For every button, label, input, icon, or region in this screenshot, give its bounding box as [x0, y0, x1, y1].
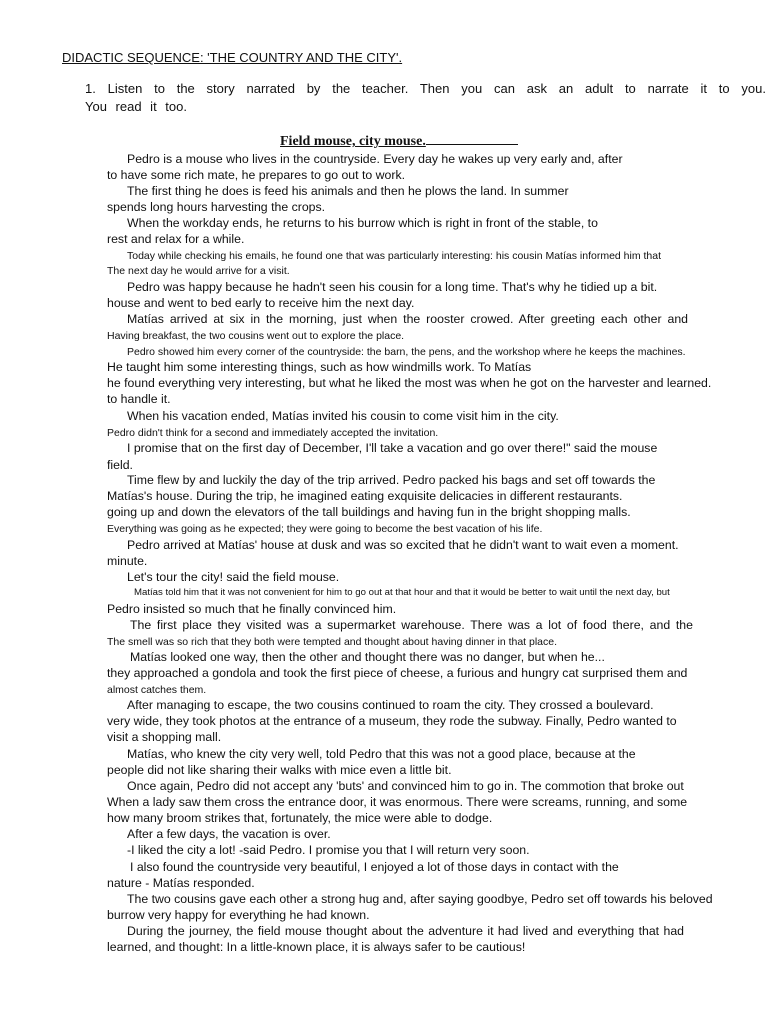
- story-line: he found everything very interesting, but what he liked the most was when he got on the harvester and learned.: [107, 376, 712, 390]
- document-heading: DIDACTIC SEQUENCE: 'THE COUNTRY AND THE CITY'.: [62, 50, 403, 65]
- story-line: minute.: [107, 554, 148, 568]
- story-line: Let's tour the city! said the field mouse.: [127, 570, 340, 584]
- story-line: He taught him some interesting things, such as how windmills work. To Matías: [107, 360, 532, 374]
- story-line: learned, and thought: In a little-known place, it is always safer to be cautious!: [107, 940, 526, 954]
- story-line: Today while checking his emails, he found one that was particularly interesting: his cousin Matías informed him that: [127, 250, 662, 262]
- story-line: spends long hours harvesting the crops.: [107, 200, 326, 214]
- story-line: to have some rich mate, he prepares to go out to work.: [107, 168, 406, 182]
- story-line: nature - Matías responded.: [107, 876, 255, 890]
- story-line: During the journey, the field mouse thought about the adventure it had lived and everything that had: [127, 924, 684, 938]
- title-underline-extension: [426, 133, 518, 145]
- story-line: people did not like sharing their walks with mice even a little bit.: [107, 763, 452, 777]
- story-line: Pedro arrived at Matías' house at dusk and was so excited that he didn't want to wait even a moment.: [127, 538, 679, 552]
- story-line: The two cousins gave each other a strong hug and, after saying goodbye, Pedro set off towards his beloved: [127, 892, 713, 906]
- story-line: they approached a gondola and took the first piece of cheese, a furious and hungry cat surprised them and: [107, 666, 688, 680]
- story-line: Everything was going as he expected; they were going to become the best vacation of his life.: [107, 523, 543, 535]
- story-line: -I liked the city a lot! -said Pedro. I promise you that I will return very soon.: [127, 843, 530, 857]
- story-title-text: Field mouse, city mouse.: [280, 134, 426, 149]
- story-line: Pedro didn't think for a second and immediately accepted the invitation.: [107, 427, 439, 439]
- instruction-line-2: You read it too.: [85, 99, 187, 114]
- story-line: Pedro is a mouse who lives in the countryside. Every day he wakes up very early and, after: [127, 152, 623, 166]
- story-line: Pedro insisted so much that he finally convinced him.: [107, 602, 397, 616]
- story-title: [280, 133, 518, 150]
- story-line: The next day he would arrive for a visit.: [107, 265, 290, 277]
- story-line: going up and down the elevators of the tall buildings and having fun in the bright shopping malls.: [107, 505, 631, 519]
- story-line: Matías arrived at six in the morning, just when the rooster crowed. After greeting each other and: [127, 312, 688, 326]
- story-line: how many broom strikes that, fortunately, the mice were able to dodge.: [107, 811, 493, 825]
- instruction-paragraph: [85, 80, 766, 116]
- story-line: After a few days, the vacation is over.: [127, 827, 331, 841]
- story-line: The first thing he does is feed his animals and then he plows the land. In summer: [127, 184, 569, 198]
- story-line: house and went to bed early to receive him the next day.: [107, 296, 415, 310]
- story-line: Matías, who knew the city very well, told Pedro that this was not a good place, because at the: [127, 747, 636, 761]
- story-line: I promise that on the first day of December, I'll take a vacation and go over there!" said the mouse: [127, 441, 658, 455]
- story-line: When the workday ends, he returns to his burrow which is right in front of the stable, to: [127, 216, 598, 230]
- story-line: rest and relax for a while.: [107, 232, 245, 246]
- story-line: field.: [107, 458, 133, 472]
- story-line: to handle it.: [107, 392, 171, 406]
- story-line: I also found the countryside very beautiful, I enjoyed a lot of those days in contact with the: [130, 860, 619, 874]
- story-line: burrow very happy for everything he had known.: [107, 908, 370, 922]
- story-line: Pedro showed him every corner of the countryside: the barn, the pens, and the workshop where he keeps the machines.: [127, 346, 686, 358]
- instruction-line-1: 1. Listen to the story narrated by the teacher. Then you can ask an adult to narrate it to you.: [85, 81, 766, 96]
- story-line: The smell was so rich that they both were tempted and thought about having dinner in that place.: [107, 636, 558, 648]
- story-line: Matías's house. During the trip, he imagined eating exquisite delicacies in different restaurants.: [107, 489, 623, 503]
- story-line: Having breakfast, the two cousins went out to explore the place.: [107, 330, 405, 342]
- story-line: almost catches them.: [107, 684, 207, 696]
- story-line: Matías told him that it was not convenient for him to go out at that hour and that it would be better to wait until the next day, but: [134, 587, 670, 598]
- story-line: When his vacation ended, Matías invited his cousin to come visit him in the city.: [127, 409, 559, 423]
- story-line: very wide, they took photos at the entrance of a museum, they rode the subway. Finally, Pedro wanted to: [107, 714, 677, 728]
- story-line: After managing to escape, the two cousins continued to roam the city. They crossed a boulevard.: [127, 698, 654, 712]
- story-line: Matías looked one way, then the other and thought there was no danger, but when he...: [130, 650, 605, 664]
- story-line: visit a shopping mall.: [107, 730, 222, 744]
- story-line: Time flew by and luckily the day of the trip arrived. Pedro packed his bags and set off towards the: [127, 473, 656, 487]
- story-line: When a lady saw them cross the entrance door, it was enormous. There were screams, running, and some: [107, 795, 688, 809]
- story-line: Pedro was happy because he hadn't seen his cousin for a long time. That's why he tidied up a bit.: [127, 280, 658, 294]
- story-line: Once again, Pedro did not accept any 'buts' and convinced him to go in. The commotion that broke out: [127, 779, 684, 793]
- story-line: The first place they visited was a supermarket warehouse. There was a lot of food there, and the: [130, 618, 693, 632]
